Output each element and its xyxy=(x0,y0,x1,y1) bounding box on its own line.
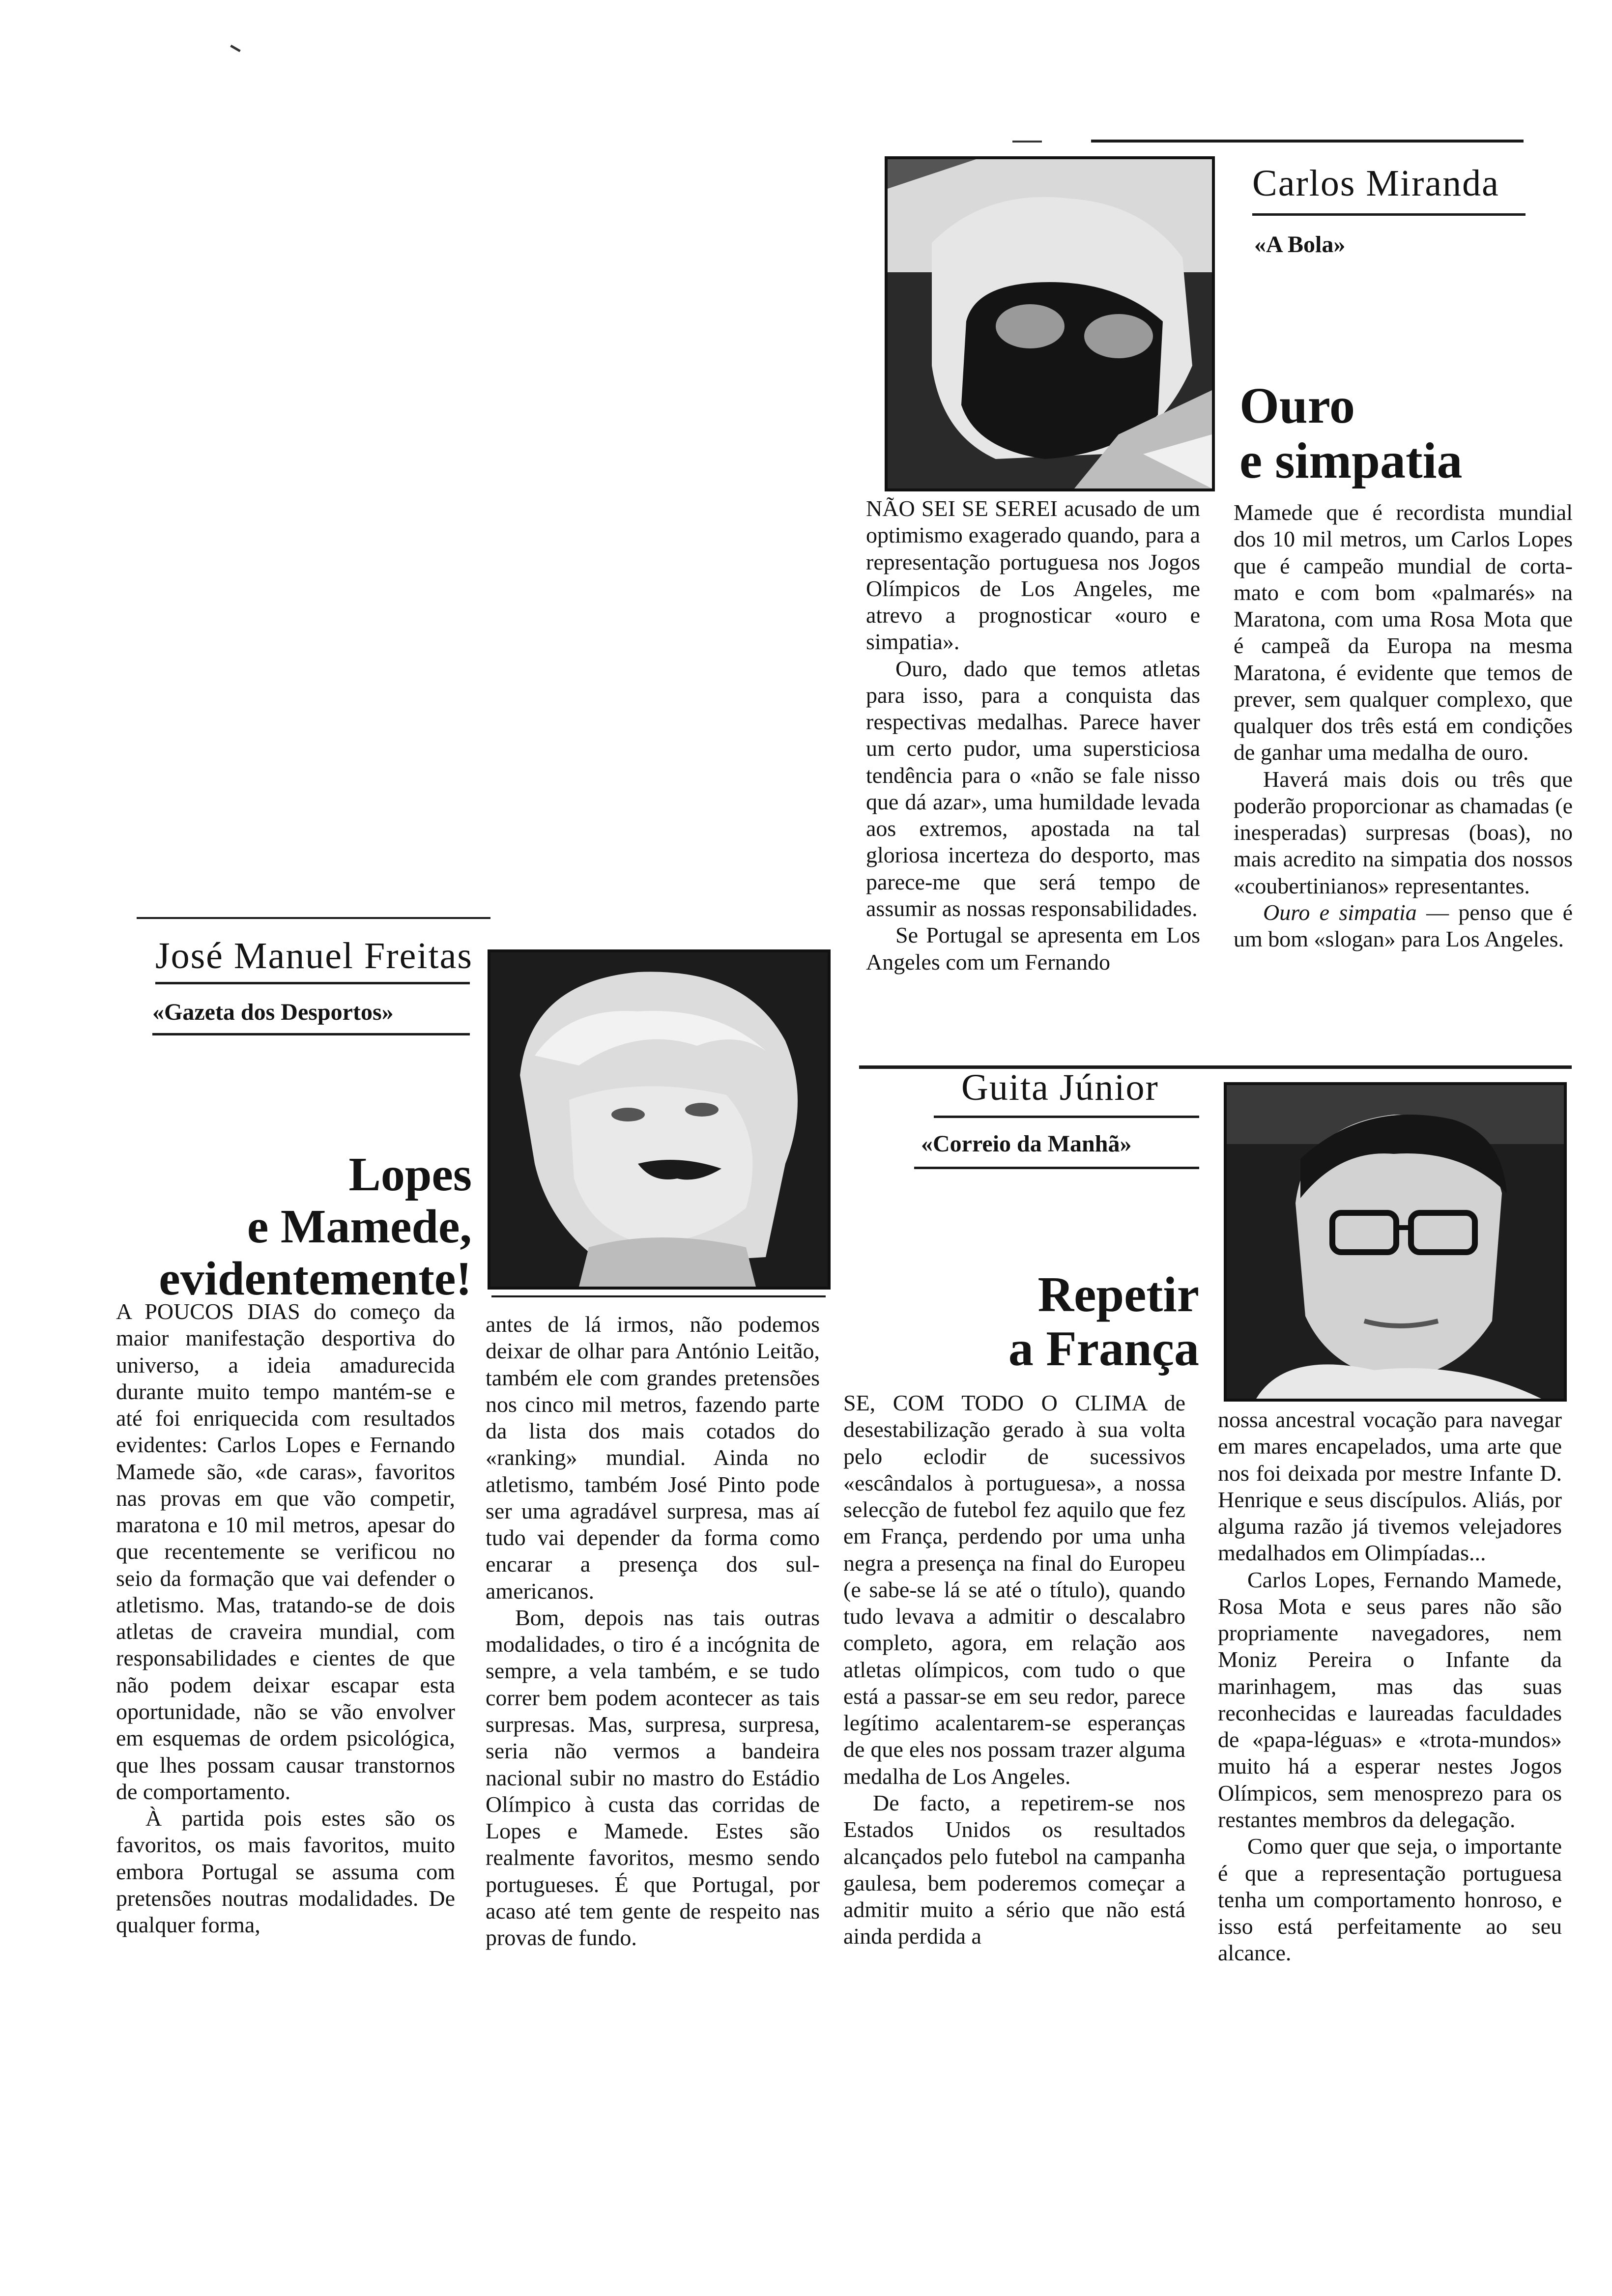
top-rule xyxy=(1091,140,1524,143)
byline-rule xyxy=(152,1033,470,1035)
paragraph: Carlos Lopes, Fernando Mamede, Rosa Mota e seus pares não são propriamente navegadores, nem Moniz Pereira o Infante da marinhagem, mas das suas reconhecidas e laureadas faculdades de «papa-léguas» e «trota-mundos» muito há a esperar nestes Jogos Olímpicos, sem menosprezo para os restantes membros da delegação. xyxy=(1218,1567,1562,1832)
byline-rule xyxy=(155,982,470,984)
paragraph: À partida pois estes são os favoritos, os mais favoritos, muito embora Portugal se assuma com pretensões noutras modalidades. De qualquer forma, xyxy=(116,1806,455,1938)
author-name: Carlos Miranda xyxy=(1252,163,1499,204)
paragraph: NÃO SEI SE SEREI acusado de um optimismo exagerado quando, para a representação portuguesa nos Jogos Olímpicos de Los Angeles, me atrevo a prognosticar «ouro e simpatia». xyxy=(866,496,1200,655)
byline-rule xyxy=(934,1116,1199,1118)
paragraph: Se Portugal se apresenta em Los Angeles com um Fernando xyxy=(866,922,1200,975)
author-photo-guita xyxy=(1224,1082,1567,1402)
headline-line: evidentemente! xyxy=(159,1252,472,1305)
section-divider xyxy=(137,917,490,919)
newspaper-name: «Gazeta dos Desportos» xyxy=(152,999,394,1025)
slogan: Ouro e simpatia xyxy=(1263,899,1417,925)
paragraph: De facto, a repetirem-se nos Estados Unidos os resultados alcançados pelo futebol na campanha gaulesa, bem poderemos começar a admitir muito a sério que não está ainda perdida a xyxy=(843,1790,1185,1949)
author-name: Guita Júnior xyxy=(961,1067,1159,1108)
article-column xyxy=(116,1298,455,1938)
headline xyxy=(1239,378,1463,489)
headline-line: a França xyxy=(1008,1321,1199,1377)
article-column xyxy=(486,1311,820,1951)
byline-rule xyxy=(914,1167,1199,1169)
author-name: José Manuel Freitas xyxy=(155,935,473,976)
headline-line: Lopes xyxy=(348,1148,472,1201)
stray-mark xyxy=(230,45,241,52)
headline-line: Repetir xyxy=(1037,1267,1199,1322)
article-column xyxy=(1218,1406,1562,1967)
paragraph xyxy=(1234,899,1573,953)
article-column xyxy=(843,1390,1185,1950)
headline-line: e Mamede, xyxy=(247,1200,472,1253)
paragraph: nossa ancestral vocação para navegar em mares encapelados, uma arte que nos foi deixada por mestre Infante D. Henrique e seus discípulos. Aliás, por alguma razão já tivemos velejadores medalhados em Olimpíadas... xyxy=(1218,1407,1562,1566)
paragraph: Ouro, dado que temos atletas para isso, para a conquista das respectivas medalhas. Parece haver um certo pudor, uma supersticiosa tendência para o «não se fale nisso que dá azar», uma humildade levada aos extremos, apostada na tal gloriosa incerteza do desporto, mas parece-me que será tempo de assumir as nossas responsabilidades. xyxy=(866,656,1200,921)
headline-line: e simpatia xyxy=(1239,432,1463,489)
paragraph: A POUCOS DIAS do começo da maior manifestação desportiva do universo, a ideia amadurecida durante muito tempo mantém-se e até foi enriquecida com resultados evidentes: Carlos Lopes e Fernando Mamede são, «de caras», favoritos nas provas em que vão competir, maratona e 10 mil metros, apesar do que recentemente se verificou no seio da formação que vai defender o atletismo. Mas, tratando-se de dois atletas de craveira mundial, com responsabilidades e cientes de que não podem deixar escapar esta oportunidade, não se vão envolver em esquemas de ordem psicológica, que lhes possam causar transtornos de comportamento. xyxy=(116,1299,455,1804)
paragraph-text: — penso que é um bom «slogan» para Los Angeles. xyxy=(1234,899,1573,952)
paragraph: Mamede que é recordista mundial dos 10 mil metros, um Carlos Lopes que é campeão mundial de corta-mato e com bom «palmarés» na Maratona, com uma Rosa Mota que é campeã da Europa na mesma Maratona, é evidente que temos de prever, sem qualquer complexo, que qualquer dos três está em condições de ganhar uma medalha de ouro. xyxy=(1234,500,1573,765)
byline-rule xyxy=(1252,213,1526,216)
newspaper-name: «A Bola» xyxy=(1254,231,1346,258)
stray-mark xyxy=(1012,141,1042,143)
paragraph: antes de lá irmos, não podemos deixar de olhar para António Leitão, também ele com grandes pretensões nos cinco mil metros, fazendo parte da lista dos mais cotados do «ranking» mundial. Ainda no atletismo, também José Pinto pode ser uma agradável surpresa, mas aí tudo vai depender da forma como encarar a presença dos sul-americanos. xyxy=(486,1312,820,1604)
headline-line: Ouro xyxy=(1239,377,1355,434)
paragraph: Bom, depois nas tais outras modalidades, o tiro é a incógnita de sempre, a vela também, e se tudo correr bem podem acontecer as tais surpresas. Mas, surpresa, surpresa, seria não vermos a bandeira nacional subir no mastro do Estádio Olímpico à custa das corridas de Lopes e Mamede. Estes são realmente favoritos, mesmo sendo portugueses. É que Portugal, por acaso até tem gente de respeito nas provas de fundo. xyxy=(486,1605,820,1951)
paragraph: SE, COM TODO O CLIMA de desestabilização gerado à sua volta pelo eclodir de sucessivos «escândalos à portuguesa», a nossa selecção de futebol fez aquilo que fez em França, perdendo por uma unha negra a presença na final do Europeu (e sabe-se lá se até o título), quando tudo levava a admitir o descalabro completo, agora, em relação aos atletas olímpicos, com tudo o que está a passar-se em seu redor, parece legítimo acalentarem-se esperanças de que eles nos possam trazer alguma medalha de Los Angeles. xyxy=(843,1390,1185,1789)
paragraph: Haverá mais dois ou três que poderão proporcionar as chamadas (e inesperadas) surpresas (boas), no mais acredito na simpatia dos nossos «coubertinianos» representantes. xyxy=(1234,766,1573,898)
headline xyxy=(909,1268,1199,1376)
author-photo-freitas xyxy=(488,949,831,1290)
column-rule xyxy=(491,1295,826,1297)
article-column xyxy=(866,495,1200,976)
author-photo-miranda xyxy=(885,156,1215,491)
headline xyxy=(138,1149,472,1305)
paragraph: Como quer que seja, o importante é que a representação portuguesa tenha um comportamento honroso, e isso está perfeitamente ao seu alcance. xyxy=(1218,1834,1562,1966)
article-column xyxy=(1234,499,1573,953)
newspaper-name: «Correio da Manhã» xyxy=(921,1131,1132,1157)
